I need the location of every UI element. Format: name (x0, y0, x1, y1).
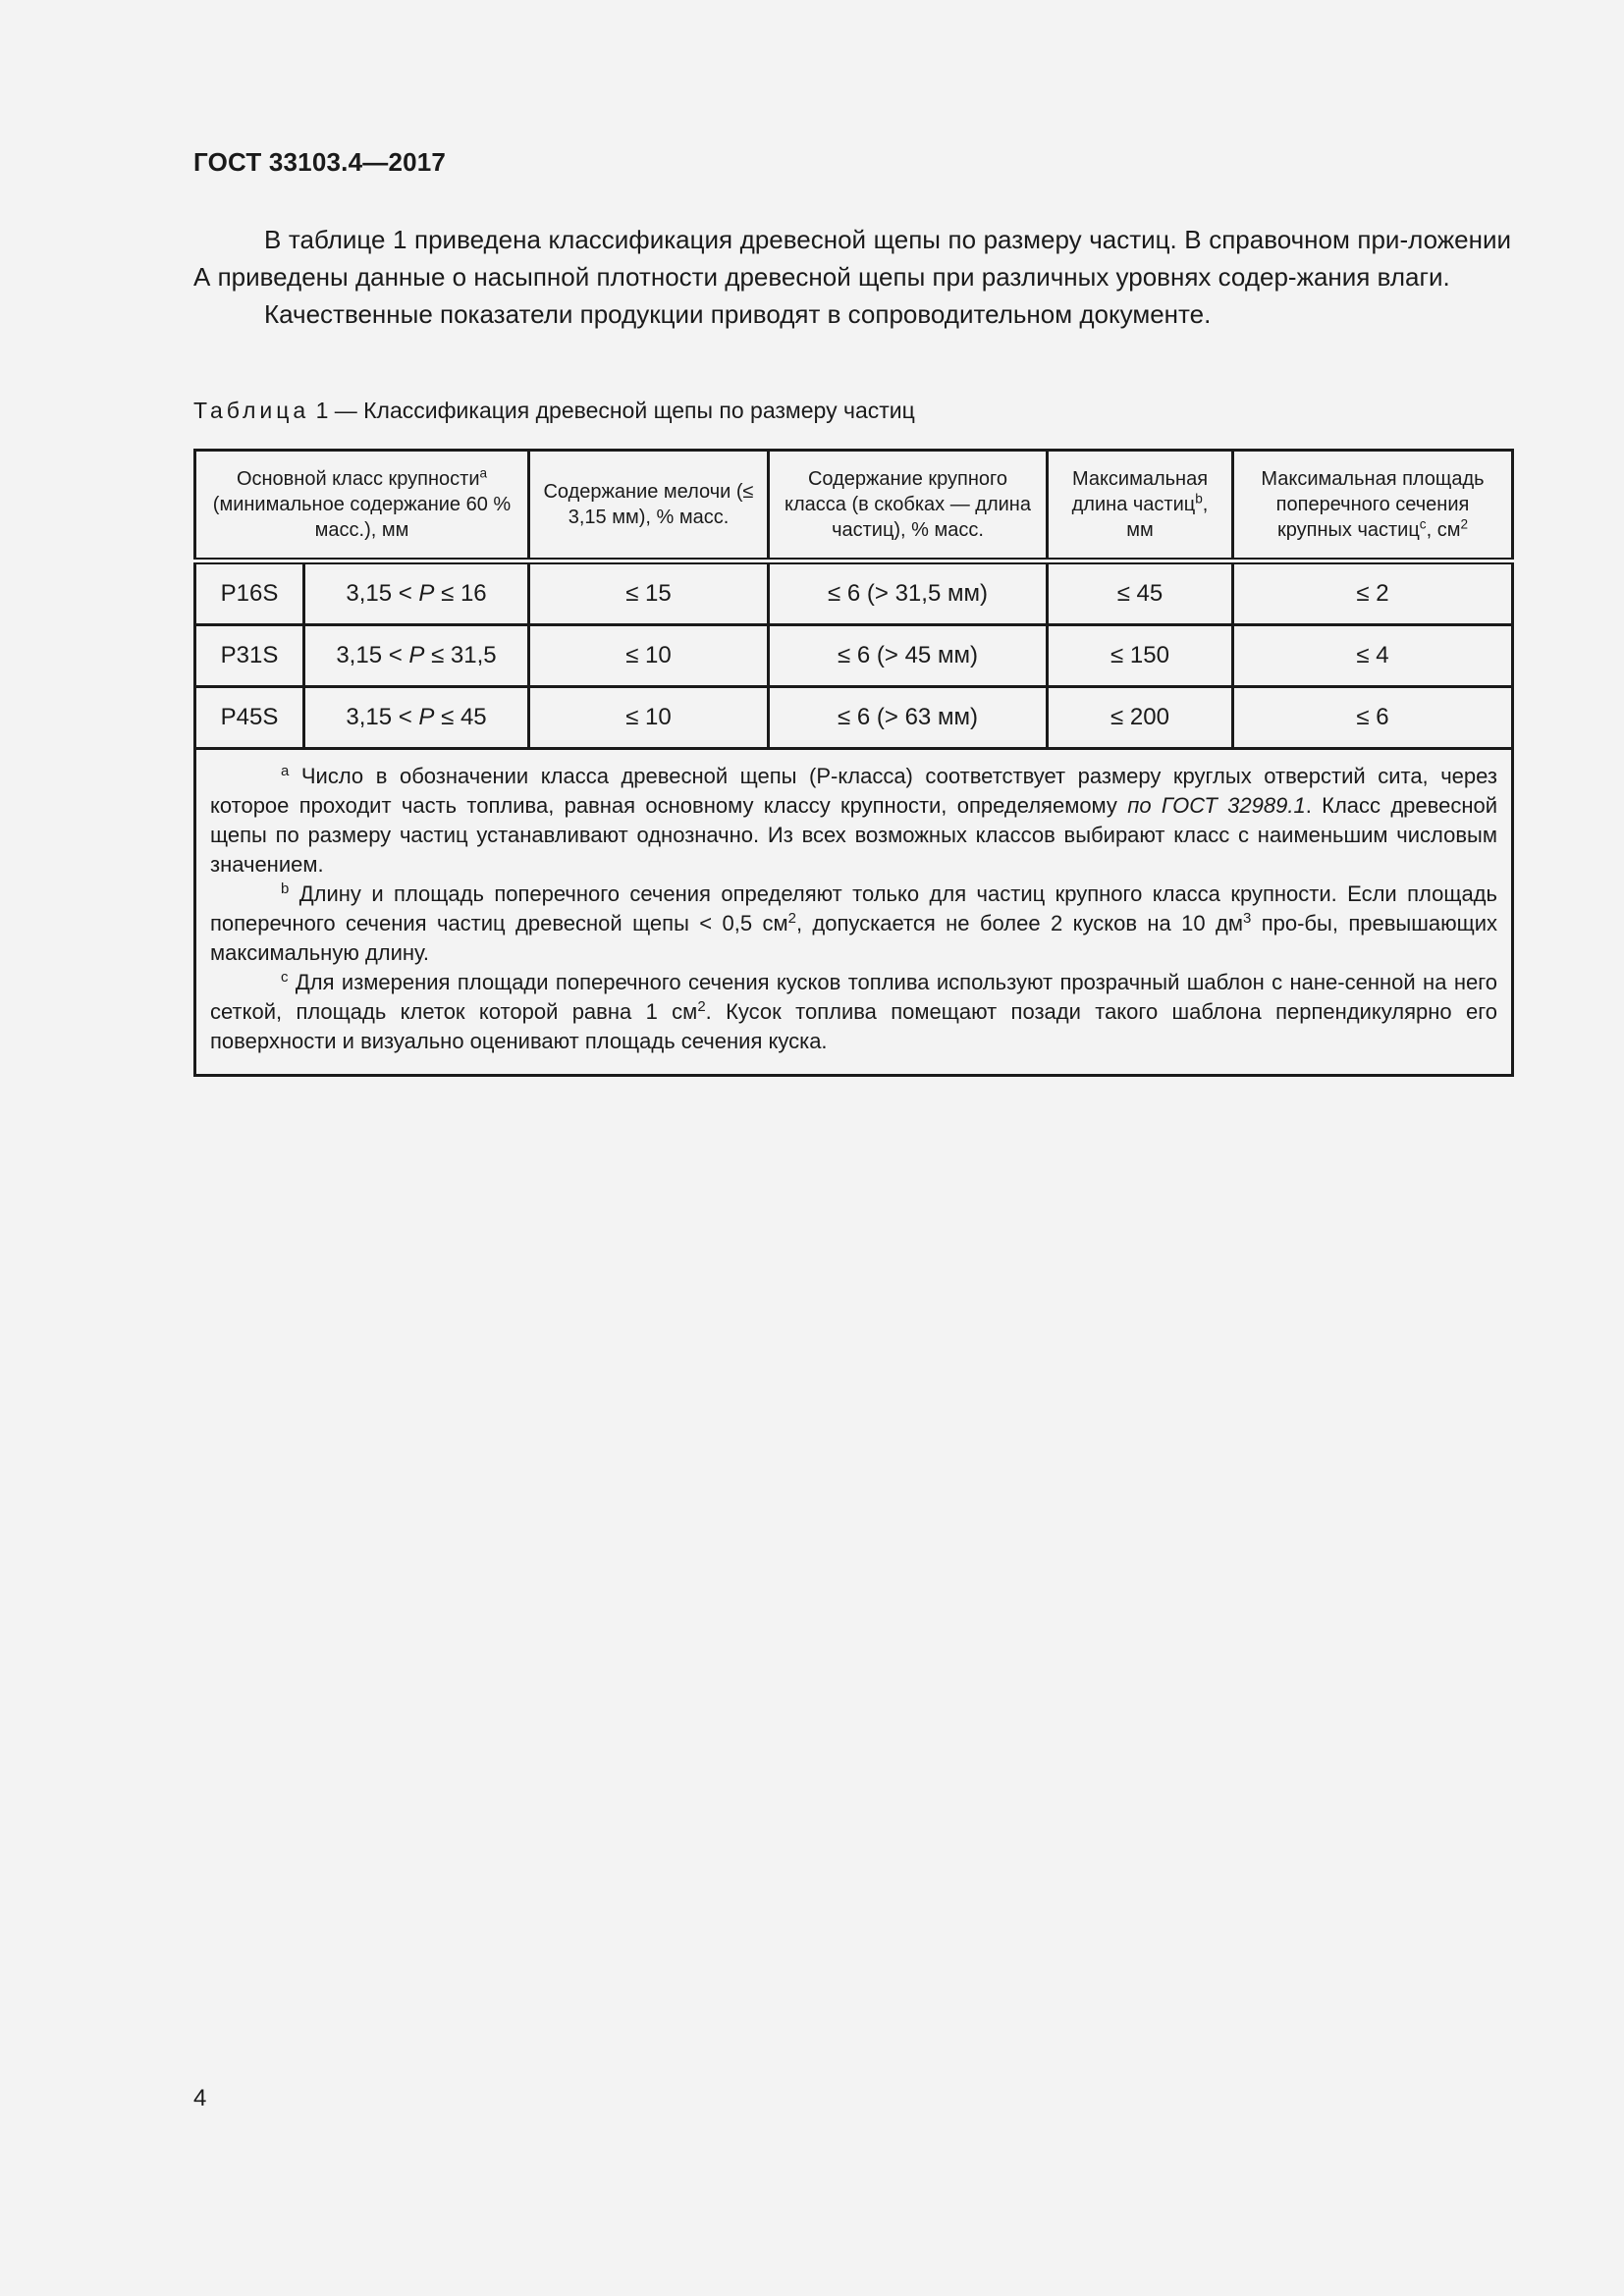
header-max-length-text: Максимальная длина частиц (1071, 468, 1209, 515)
class-code-cell: P31S (195, 625, 304, 687)
table-notes-row (195, 749, 1513, 1076)
paragraph-classification: В таблице 1 приведена классификация древесной щепы по размеру частиц. В справочном при-ложении А приведены данные о насыпной плотности древесной щепы при различных уровнях содер-жания влаги. (193, 225, 1511, 292)
footnote-b: $^b$ Длину и площадь поперечного сечения определяют только для частиц крупного класса крупности. Если площадь поперечного сечения частиц древесной щепы < 0,5 $см^2$, допускается не более 2 кусков на 10 $дм^3$ про-бы, превышающих максимальную длину. (210, 880, 1497, 965)
footnote-mark-a: a (479, 465, 488, 481)
max-area-cell: ≤ 4 (1233, 625, 1513, 687)
class-code-cell: P45S (195, 687, 304, 749)
max-area-cell: ≤ 6 (1233, 687, 1513, 749)
table-caption-prefix: Таблица (193, 398, 310, 423)
footnote-a: $^a$ Число в обозначении класса древесной щепы (Р-класса) соответствует размеру круглых отверстий сита, через которое проходит часть топлива, равная основному классу крупности, определяемому по ГОСТ 32989.1. Класс древесной щепы по размеру частиц устанавливают однозначно. Из всех возможных классов выбирают класс с наименьшим числовым значением. (210, 762, 1498, 877)
header-max-length-unit: , мм (1126, 494, 1209, 541)
size-range-cell: 3,15 < P ≤ 31,5 (304, 625, 529, 687)
size-range-cell: 3,15 < P ≤ 45 (304, 687, 529, 749)
header-fines: Содержание мелочи (≤ 3,15 мм), % масс. (529, 451, 769, 561)
table-row (195, 625, 1513, 687)
page-number: 4 (193, 2085, 207, 2111)
body-text (193, 221, 1511, 333)
standard-reference: по ГОСТ 32989.1 (1127, 793, 1306, 818)
table-row (195, 687, 1513, 749)
size-range-cell: 3,15 < P ≤ 16 (304, 561, 529, 625)
unit-exponent: 2 (1460, 516, 1469, 532)
header-main-class (195, 451, 529, 561)
table-row (195, 561, 1513, 625)
classification-table-wrapper (193, 449, 1511, 1077)
header-max-area-unit: , см (1426, 519, 1461, 541)
max-length-cell: ≤ 200 (1048, 687, 1233, 749)
class-code-cell: P16S (195, 561, 304, 625)
header-main-class-line1: Основной класс крупности (236, 468, 480, 490)
max-length-cell: ≤ 150 (1048, 625, 1233, 687)
header-max-area-text: Максимальная площадь поперечного сечения крупных частиц (1261, 468, 1485, 541)
table-header-row (195, 451, 1513, 561)
classification-table (193, 449, 1514, 1077)
coarse-cell: ≤ 6 (> 45 мм) (769, 625, 1048, 687)
coarse-cell: ≤ 6 (> 31,5 мм) (769, 561, 1048, 625)
fines-cell: ≤ 10 (529, 625, 769, 687)
header-max-length (1048, 451, 1233, 561)
table-caption-text: 1 — Классификация древесной щепы по размеру частиц (315, 398, 915, 423)
table-notes (195, 749, 1513, 1076)
document-id-header: ГОСТ 33103.4—2017 (193, 147, 447, 177)
max-length-cell: ≤ 45 (1048, 561, 1233, 625)
table-caption (193, 398, 915, 424)
header-max-area (1233, 451, 1513, 561)
footnote-c: $^c$ Для измерения площади поперечного сечения кусков топлива используют прозрачный шаблон с нане-сенной на него сеткой, площадь клеток которой равна 1 $см^2$. Кусок топлива помещают позади такого шаблона перпендикулярно его поверхности и визуально оценивают площадь сечения куска. (210, 968, 1498, 1053)
footnote-mark-c: c (1419, 516, 1427, 532)
header-coarse: Содержание крупного класса (в скобках — длина частиц), % масс. (769, 451, 1048, 561)
header-main-class-line2: (минимальное содержание 60 % масс.), мм (212, 494, 512, 541)
max-area-cell: ≤ 2 (1233, 561, 1513, 625)
fines-cell: ≤ 15 (529, 561, 769, 625)
paragraph-quality: Качественные показатели продукции приводят в сопроводительном документе. (264, 299, 1212, 329)
footnote-mark-b: b (1195, 491, 1203, 507)
fines-cell: ≤ 10 (529, 687, 769, 749)
coarse-cell: ≤ 6 (> 63 мм) (769, 687, 1048, 749)
